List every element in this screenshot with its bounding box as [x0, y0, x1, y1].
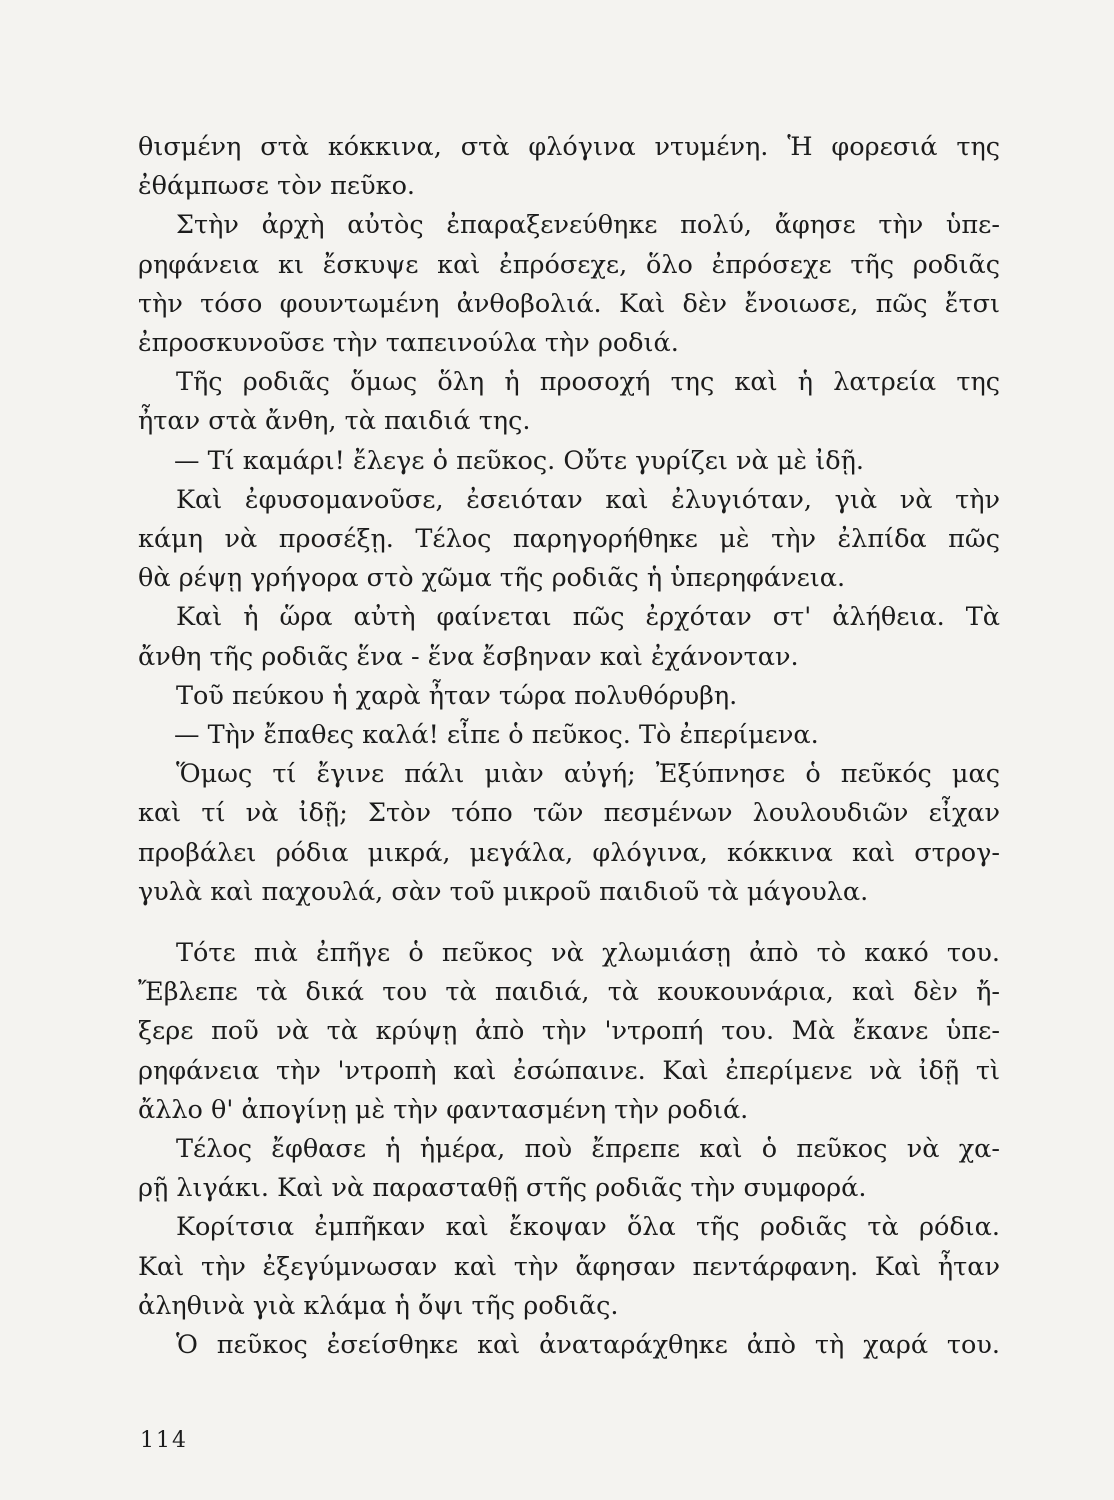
text-line: ἄνθη τῆς ροδιᾶς ἕνα - ἕνα ἔσβηναν καὶ ἐχάνονταν.	[138, 641, 799, 672]
paragraph-gap	[138, 912, 1000, 934]
text-line: Καὶ ἐφυσομανοῦσε, ἐσειόταν καὶ ἐλυγιόταν, γιὰ νὰ τὴν	[176, 484, 1000, 515]
text-line: ρῇ λιγάκι. Καὶ νὰ παρασταθῇ στῆς ροδιᾶς τὴν συμφορά.	[138, 1173, 867, 1204]
text-line: ρηφάνεια κι ἔσκυψε καὶ ἐπρόσεχε, ὅλο ἐπρόσεχε τῆς ροδιᾶς	[138, 249, 1000, 280]
text-line: Κορίτσια ἐμπῆκαν καὶ ἔκοψαν ὅλα τῆς ροδιᾶς τὰ ρόδια.	[176, 1212, 1000, 1243]
text-line: ἐπροσκυνοῦσε τὴν ταπεινούλα τὴν ροδιά.	[138, 328, 679, 359]
text-line: Τότε πιὰ ἐπῆγε ὁ πεῦκος νὰ χλωμιάσῃ ἀπὸ τὸ κακό του.	[176, 938, 1000, 969]
text-line: τὴν τόσο φουντωμένη ἀνθοβολιά. Καὶ δὲν ἔνοιωσε, πῶς ἔτσι	[138, 288, 1000, 319]
text-line: κάμη νὰ προσέξῃ. Τέλος παρηγορήθηκε μὲ τὴν ἐλπίδα πῶς	[138, 524, 1000, 555]
text-line: Ἔβλεπε τὰ δικά του τὰ παιδιά, τὰ κουκουνάρια, καὶ δὲν ἤ-	[138, 977, 1000, 1008]
text-line: Τέλος ἔφθασε ἡ ἡμέρα, ποὺ ἔπρεπε καὶ ὁ πεῦκος νὰ χα-	[176, 1134, 1000, 1165]
text-line: θὰ ρέψῃ γρήγορα στὸ χῶμα τῆς ροδιᾶς ἡ ὑπερηφάνεια.	[138, 563, 846, 594]
text-line: Καὶ ἡ ὥρα αὐτὴ φαίνεται πῶς ἐρχόταν στ' ἀλήθεια. Τὰ	[176, 602, 1000, 633]
text-line: ἄλλο θ' ἀπογίνῃ μὲ τὴν φαντασμένη τὴν ροδιά.	[138, 1094, 749, 1125]
text-line: ἀληθινὰ γιὰ κλάμα ἡ ὄψι τῆς ροδιᾶς.	[138, 1290, 619, 1321]
text-line: προβάλει ρόδια μικρά, μεγάλα, φλόγινα, κόκκινα καὶ στρογ-	[138, 837, 1000, 868]
text-line: γυλὰ καὶ παχουλά, σὰν τοῦ μικροῦ παιδιοῦ τὰ μάγουλα.	[138, 876, 869, 907]
text-line: Ὅμως τί ἔγινε πάλι μιὰν αὐγή; Ἐξύπνησε ὁ πεῦκός μας	[176, 759, 1000, 790]
text-line: Τοῦ πεύκου ἡ χαρὰ ἦταν τώρα πολυθόρυβη.	[176, 680, 738, 711]
text-line: Ὁ πεῦκος ἐσείσθηκε καὶ ἀναταράχθηκε ἀπὸ τὴ χαρά του.	[176, 1330, 1000, 1361]
text-line: θισμένη στὰ κόκκινα, στὰ φλόγινα ντυμένη. Ἡ φορεσιά της	[138, 132, 1000, 162]
text-line: Τῆς ροδιᾶς ὅμως ὅλη ἡ προσοχή της καὶ ἡ λατρεία της	[176, 367, 1000, 398]
text-line: καὶ τί νὰ ἰδῇ; Στὸν τόπο τῶν πεσμένων λουλουδιῶν εἶχαν	[138, 798, 1000, 829]
text-line: ἦταν στὰ ἄνθη, τὰ παιδιά της.	[138, 406, 531, 437]
dialogue-line: — Τί καμάρι! ἔλεγε ὁ πεῦκος. Οὔτε γυρίζει νὰ μὲ ἰδῇ.	[174, 445, 864, 476]
text-line: ρηφάνεια τὴν 'ντροπὴ καὶ ἐσώπαινε. Καὶ ἐπερίμενε νὰ ἰδῇ τὶ	[138, 1055, 1000, 1086]
text-line: Καὶ τὴν ἐξεγύμνωσαν καὶ τὴν ἄφησαν πεντάρφανη. Καὶ ἦταν	[138, 1251, 1000, 1282]
dialogue-line: — Τὴν ἔπαθες καλά! εἶπε ὁ πεῦκος. Τὸ ἐπερίμενα.	[174, 720, 819, 751]
text-line: ξερε ποῦ νὰ τὰ κρύψῃ ἀπὸ τὴν 'ντροπή του. Μὰ ἔκανε ὑπε-	[138, 1016, 1000, 1047]
body-text	[138, 128, 1000, 1365]
text-line: ἐθάμπωσε τὸν πεῦκο.	[138, 171, 416, 202]
page-number: 114	[140, 1428, 188, 1453]
text-line: Στὴν ἀρχὴ αὐτὸς ἐπαραξενεύθηκε πολύ, ἄφησε τὴν ὑπε-	[176, 210, 1000, 241]
